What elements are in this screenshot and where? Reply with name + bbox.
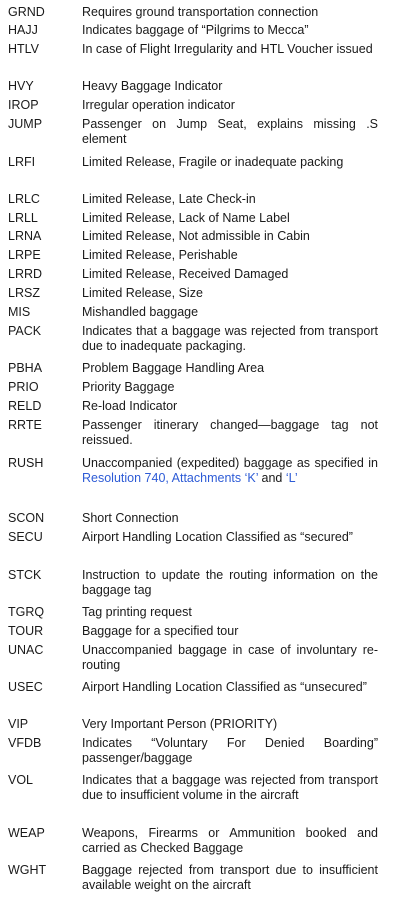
- description-cell: Unaccompanied baggage in case of involuntary re-routing: [82, 643, 378, 672]
- description-cell: Limited Release, Late Check-in: [82, 192, 256, 206]
- description-cell: Passenger itinerary changed—baggage tag not reissued.: [82, 418, 378, 447]
- description-cell: Airport Handling Location Classified as “unsecured”: [82, 680, 367, 694]
- code-cell: TOUR: [8, 624, 44, 638]
- code-cell: RRTE: [8, 418, 42, 432]
- description-cell: Baggage rejected from transport due to insufficient available weight on the aircraft: [82, 863, 378, 892]
- code-cell: LRLC: [8, 192, 40, 206]
- description-cell: Requires ground transportation connection: [82, 5, 319, 19]
- code-cell: VOL: [8, 773, 34, 787]
- description-cell: Irregular operation indicator: [82, 98, 235, 112]
- description-cell: [82, 456, 378, 486]
- description-cell: Short Connection: [82, 511, 179, 525]
- code-cell: GRND: [8, 5, 45, 19]
- description-cell: Limited Release, Fragile or inadequate packing: [82, 155, 344, 169]
- code-cell: IROP: [8, 98, 39, 112]
- description-cell: Limited Release, Lack of Name Label: [82, 211, 290, 225]
- code-cell: WGHT: [8, 863, 47, 877]
- code-cell: LRFI: [8, 155, 36, 169]
- code-cell: LRNA: [8, 229, 42, 243]
- description-cell: Airport Handling Location Classified as “secured”: [82, 530, 353, 544]
- code-cell: VFDB: [8, 736, 42, 750]
- code-cell: PBHA: [8, 361, 43, 375]
- code-cell: SCON: [8, 511, 45, 525]
- description-cell: Baggage for a specified tour: [82, 624, 239, 638]
- description-text: and: [258, 471, 286, 485]
- code-cell: LRLL: [8, 211, 38, 225]
- code-cell: HTLV: [8, 42, 40, 56]
- code-cell: WEAP: [8, 826, 45, 840]
- description-cell: Priority Baggage: [82, 380, 175, 394]
- description-cell: Tag printing request: [82, 605, 192, 619]
- code-cell: LRPE: [8, 248, 41, 262]
- description-cell: Re-load Indicator: [82, 399, 178, 413]
- code-cell: PRIO: [8, 380, 39, 394]
- description-cell: Limited Release, Size: [82, 286, 203, 300]
- description-cell: Passenger on Jump Seat, explains missing .S element: [82, 117, 378, 146]
- code-cell: TGRQ: [8, 605, 45, 619]
- description-cell: Instruction to update the routing information on the baggage tag: [82, 568, 378, 597]
- description-cell: Indicates that a baggage was rejected from transport due to insufficient volume in the aircraft: [82, 773, 378, 802]
- code-cell: PACK: [8, 324, 42, 338]
- attachment-l-link[interactable]: ‘L’: [285, 471, 298, 485]
- code-cell: RELD: [8, 399, 42, 413]
- description-text: Unaccompanied (expedited) baggage as specified in: [82, 456, 378, 470]
- code-cell: MIS: [8, 305, 31, 319]
- description-cell: Very Important Person (PRIORITY): [82, 717, 278, 731]
- description-cell: Indicates that a baggage was rejected from transport due to inadequate packaging.: [82, 324, 378, 353]
- code-cell: STCK: [8, 568, 42, 582]
- description-cell: Mishandled baggage: [82, 305, 199, 319]
- code-cell: RUSH: [8, 456, 44, 470]
- code-cell: SECU: [8, 530, 43, 544]
- code-cell: UNAC: [8, 643, 44, 657]
- description-cell: In case of Flight Irregularity and HTL Voucher issued: [82, 42, 373, 56]
- code-cell: LRRD: [8, 267, 43, 281]
- code-cell: LRSZ: [8, 286, 40, 300]
- description-cell: Indicates “Voluntary For Denied Boarding” passenger/baggage: [82, 736, 378, 765]
- code-cell: USEC: [8, 680, 43, 694]
- code-cell: JUMP: [8, 117, 43, 131]
- description-cell: Problem Baggage Handling Area: [82, 361, 265, 375]
- description-cell: Heavy Baggage Indicator: [82, 79, 223, 93]
- code-cell: HVY: [8, 79, 34, 93]
- resolution-740-link[interactable]: Resolution 740, Attachments ‘K’: [82, 471, 259, 485]
- description-cell: Weapons, Firearms or Ammunition booked and carried as Checked Baggage: [82, 826, 378, 855]
- description-cell: Limited Release, Not admissible in Cabin: [82, 229, 310, 243]
- description-cell: Limited Release, Perishable: [82, 248, 238, 262]
- description-cell: Limited Release, Received Damaged: [82, 267, 289, 281]
- code-cell: HAJJ: [8, 23, 38, 37]
- code-cell: VIP: [8, 717, 29, 731]
- description-cell: Indicates baggage of “Pilgrims to Mecca”: [82, 23, 309, 37]
